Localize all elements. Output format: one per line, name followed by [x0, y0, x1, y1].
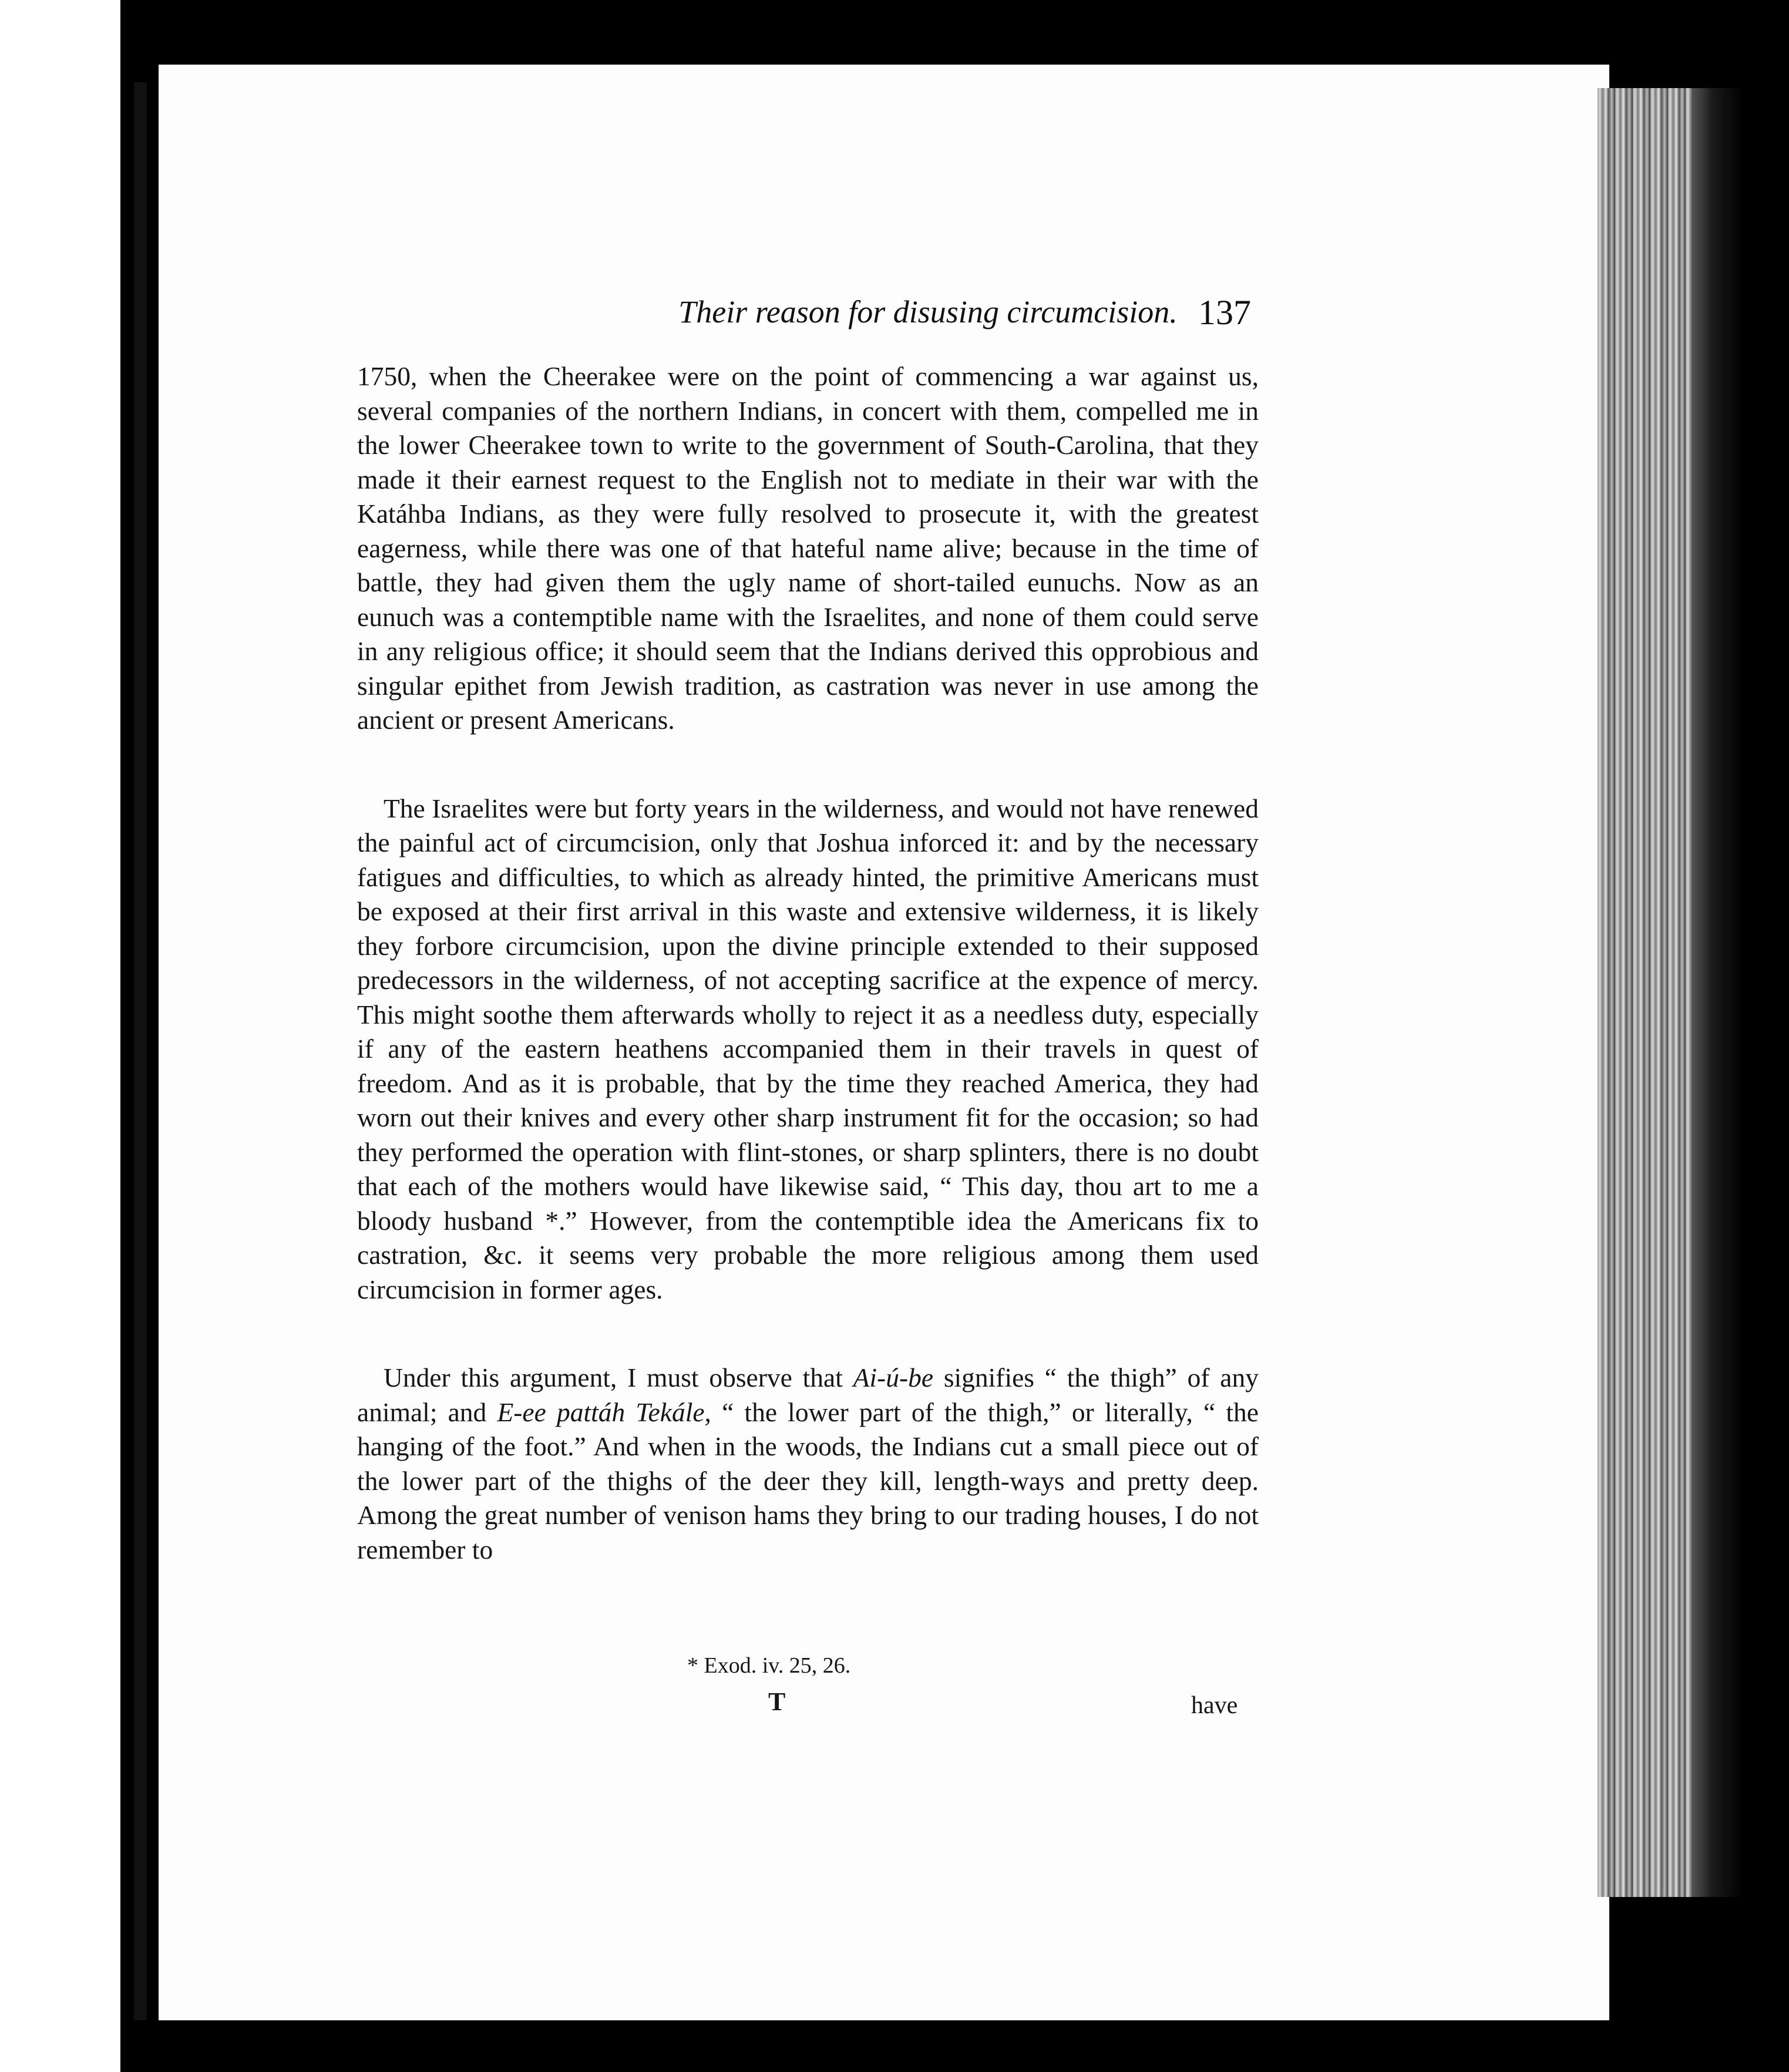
- native-term: E-ee pattáh Tekále,: [497, 1397, 711, 1427]
- page-number: 137: [1198, 293, 1251, 332]
- paragraph-text: signifies “ the thigh” of any animal; and: [357, 1363, 1259, 1427]
- body-text: [357, 359, 1259, 1567]
- running-head: Their reason for disusing circumcision.: [678, 294, 1178, 329]
- paragraph-text: “ the lower part of the thigh,” or literally, “ the hanging of the foot.” And when in the woods, the Indians cut a small piece out of the lower part of the thighs of the deer they kill, length-ways and pretty deep. Among the great number of venison hams they bring to our trading houses, I do not remember to: [357, 1397, 1259, 1565]
- native-term: Ai-ú-be: [853, 1363, 934, 1392]
- facing-page-edge: [0, 0, 120, 2072]
- catchword: have: [1191, 1692, 1238, 1719]
- paragraph-text: Under this argument, I must observe that: [384, 1363, 853, 1392]
- book-gutter: [134, 82, 147, 2020]
- footnote: * Exod. iv. 25, 26.: [687, 1653, 851, 1678]
- paragraph: The Israelites were but forty years in the wilderness, and would not have renewed the painful act of circumcision, only that Joshua inforced it: and by the necessary fatigues and difficulties, to which as already hinted, the primitive Americans must be exposed at their first arrival in this waste and extensive wilderness, it is likely they forbore circumcision, upon the divine principle extended to their supposed predecessors in the wilderness, of not accepting sacrifice at the expence of mercy. This might soothe them afterwards wholly to reject it as a needless duty, especially if any of the eastern heathens accompanied them in their travels in quest of freedom. And as it is probable, that by the time they reached America, they had worn out their knives and every other sharp instrument fit for the occasion; so had they performed the operation with flint-stones, or sharp splinters, there is no doubt that each of the mothers would have likewise said, “ This day, thou art to me a bloody husband *.” However, from the contemptible idea the Americans fix to castration, &c. it seems very probable the more religious among them used circumcision in former ages.: [357, 793, 1259, 1304]
- paragraph: [357, 1361, 1259, 1567]
- page-block-shadow: [1692, 88, 1744, 1897]
- signature-mark: T: [768, 1687, 786, 1716]
- paragraph: 1750, when the Cheerakee were on the point of commencing a war against us, several companies of the northern Indians, in concert with them, compelled me in the lower Cheerakee town to write to the government of South-Carolina, that they made it their earnest request to the English not to mediate in their war with the Katáhba Indians, as they were fully resolved to prosecute it, with the greatest eagerness, while there was one of that hateful name alive; because in the time of battle, they had given them the ugly name of short-tailed eunuchs. Now as an eunuch was a contemptible name with the Israelites, and none of them could serve in any religious office; it should seem that the Indians derived this opprobious and singular epithet from Jewish tradition, as castration was never in use among the ancient or present Americans.: [357, 361, 1259, 735]
